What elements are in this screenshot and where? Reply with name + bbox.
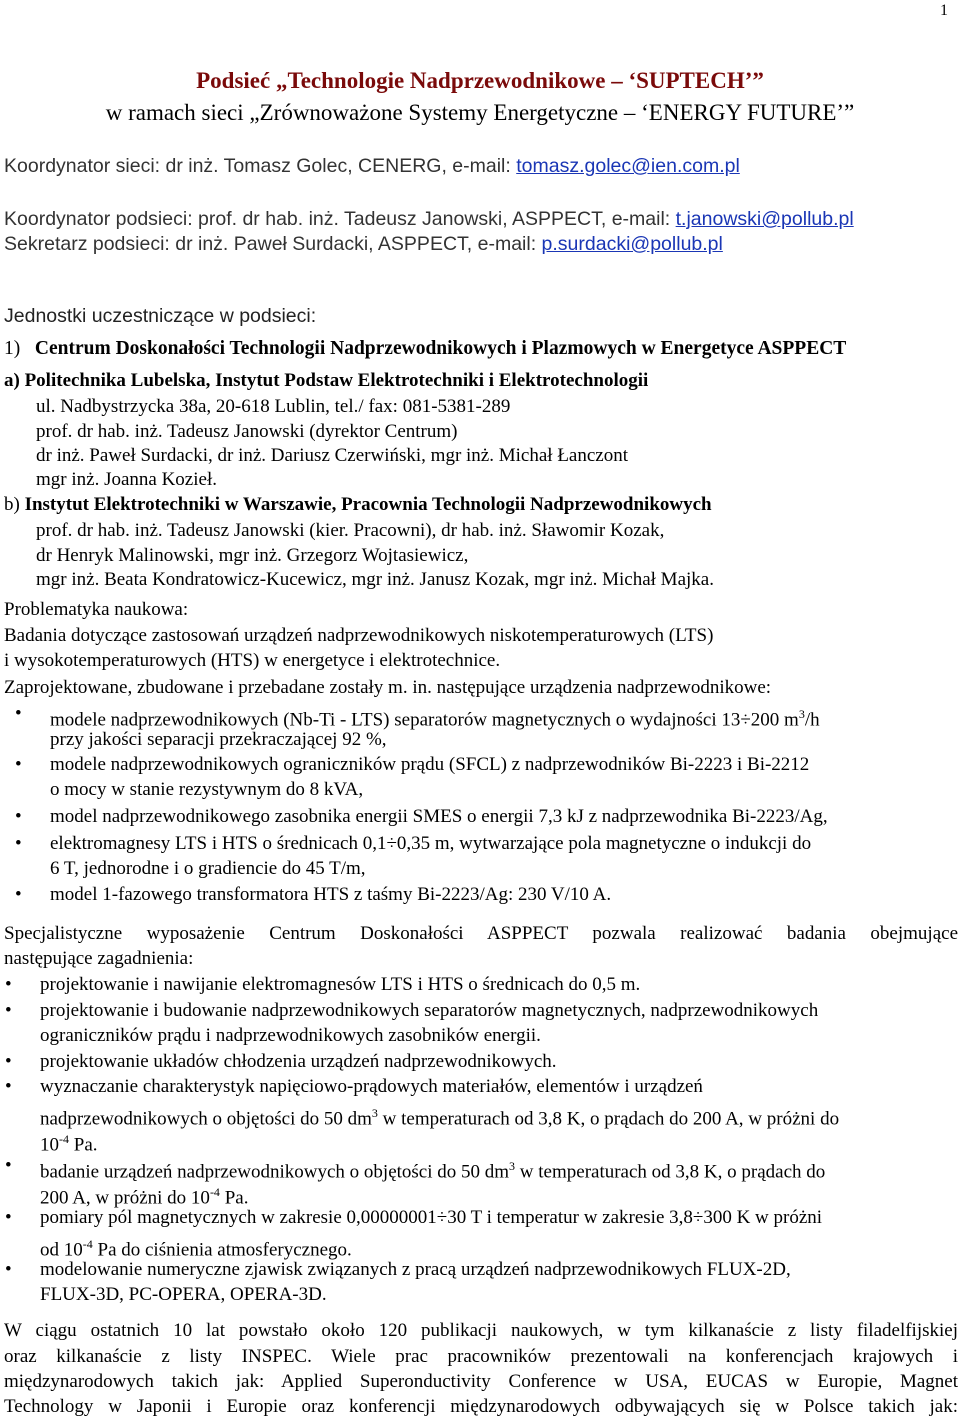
topic-5-text-a: badanie urządzeń nadprzewodnikowych o objętości do 50 dm bbox=[40, 1161, 510, 1183]
problem-text-1: Badania dotyczące zastosowań urządzeń nadprzewodnikowych niskotemperaturowych (LTS) bbox=[4, 625, 714, 646]
topic-4-sup-a: 3 bbox=[371, 1106, 378, 1120]
topic-4-text-b: w temperaturach od 3,8 K, o prądach do 200 A, w próżni do bbox=[377, 1108, 840, 1130]
document-title: Podsieć „Technologie Nadprzewodnikowe – ‘SUPTECH’” bbox=[196, 68, 764, 93]
topic-6-text-b: Pa do ciśnienia atmosferycznego. bbox=[92, 1239, 352, 1261]
device-1-unit: /h bbox=[804, 709, 820, 731]
publications-line-2: oraz kilkanaście z listy INSPEC. Wiele prac pracowników prezentowali na konferencjach krajowych i bbox=[4, 1346, 958, 1367]
unit-a bbox=[4, 368, 648, 394]
topic-5-text-b: w temperaturach od 3,8 K, o prądach do bbox=[515, 1161, 826, 1183]
topic-6-text-a: od 10 bbox=[40, 1239, 83, 1261]
devices-intro: Zaprojektowane, zbudowane i przebadane zostały m. in. następujące urządzenia nadprzewodnikowe: bbox=[4, 677, 772, 698]
units-heading: Jednostki uczestniczące w podsieci: bbox=[4, 305, 317, 327]
topic-item-4-cont bbox=[40, 1100, 839, 1132]
page-number: 1 bbox=[940, 2, 948, 19]
unit-b bbox=[4, 492, 712, 518]
network-coordinator bbox=[4, 155, 740, 178]
topic-item-6: • pomiary pól magnetycznych w zakresie 0,00000001÷30 T i temperatur w zakresie 3,8÷300 K w próżni bbox=[40, 1205, 822, 1231]
secretary-email-link[interactable]: p.surdacki@pollub.pl bbox=[541, 233, 723, 255]
device-item-5: • model 1-fazowego transformatora HTS z taśmy Bi-2223/Ag: 230 V/10 A. bbox=[50, 882, 611, 908]
topic-5-text-c: 200 A, w próżni do 10 bbox=[40, 1187, 210, 1209]
unit-b-staff-1: prof. dr hab. inż. Tadeusz Janowski (kier. Pracowni), dr hab. inż. Sławomir Kozak, bbox=[36, 520, 665, 541]
device-item-3: • model nadprzewodnikowego zasobnika energii SMES o energii 7,3 kJ z nadprzewodnika Bi-2223/Ag, bbox=[50, 804, 828, 830]
network-coordinator-email-link[interactable]: tomasz.golec@ien.com.pl bbox=[516, 155, 740, 177]
unit-a-address: ul. Nadbystrzycka 38a, 20-618 Lublin, tel./ fax: 081-5381-289 bbox=[36, 396, 511, 417]
device-1-text: modele nadprzewodnikowych (Nb-Ti - LTS) separatorów magnetycznych o wydajności 13÷200 m bbox=[50, 709, 799, 731]
subnetwork-coordinator-email-link[interactable]: t.janowski@pollub.pl bbox=[675, 208, 854, 230]
topic-6-sup: -4 bbox=[82, 1237, 93, 1251]
secretary-label: Sekretarz podsieci: dr inż. Paweł Surdacki, ASPPECT, e-mail: bbox=[4, 233, 542, 255]
topic-5-text-d: Pa. bbox=[219, 1187, 249, 1209]
unit-a-name: Politechnika Lubelska, Instytut Podstaw Elektrotechniki i Elektrotechnologii bbox=[24, 370, 649, 391]
topic-4-text-d: Pa. bbox=[69, 1134, 98, 1156]
topic-5-sup-b: -4 bbox=[209, 1185, 220, 1199]
unit-b-staff-2: dr Henryk Malinowski, mgr inż. Grzegorz Wojtasiewicz, bbox=[36, 545, 469, 566]
equipment-text-2: następujące zagadnienia: bbox=[4, 948, 194, 969]
topic-4-sup-b: -4 bbox=[59, 1132, 69, 1146]
unit-b-letter: b) bbox=[4, 494, 20, 515]
topic-4-text-a: nadprzewodnikowych o objętości do 50 dm bbox=[40, 1108, 372, 1130]
unit-a-staff-cont: mgr inż. Joanna Kozieł. bbox=[36, 469, 217, 490]
device-item-2: • modele nadprzewodnikowych ograniczników prądu (SFCL) z nadprzewodników Bi-2223 i Bi-2212 bbox=[50, 752, 809, 778]
publications-line-4: Technology w Japonii i Europie oraz konferencji międzynarodowych odbywających się w Polsce takich jak: bbox=[4, 1396, 958, 1417]
unit-1 bbox=[4, 336, 846, 362]
topic-item-4: • wyznaczanie charakterystyk napięciowo-prądowych materiałów, elementów i urządzeń bbox=[40, 1074, 703, 1100]
topic-item-7-cont: FLUX-3D, PC-OPERA, OPERA-3D. bbox=[40, 1284, 327, 1305]
device-item-4: • elektromagnesy LTS i HTS o średnicach 0,1÷0,35 m, wytwarzające pola magnetyczne o indukcji do bbox=[50, 831, 811, 857]
topic-item-2: • projektowanie i budowanie nadprzewodnikowych separatorów magnetycznych, nadprzewodnikowych bbox=[40, 998, 818, 1024]
device-item-2-cont: o mocy w stanie rezystywnym do 8 kVA, bbox=[50, 779, 364, 800]
unit-1-name: Centrum Doskonałości Technologii Nadprzewodnikowych i Plazmowych w Energetyce ASPPECT bbox=[34, 338, 847, 359]
unit-a-staff: dr inż. Paweł Surdacki, dr inż. Dariusz Czerwiński, mgr inż. Michał Łanczont bbox=[36, 445, 628, 466]
document-subtitle: w ramach sieci „Zrównoważone Systemy Energetyczne – ‘ENERGY FUTURE’” bbox=[105, 100, 855, 125]
topic-item-1: • projektowanie i nawijanie elektromagnesów LTS i HTS o średnicach do 0,5 m. bbox=[40, 972, 640, 998]
device-1-sup: 3 bbox=[798, 707, 805, 721]
device-item-1-cont: przy jakości separacji przekraczającej 92 %, bbox=[50, 729, 387, 750]
equipment-text-1: Specjalistyczne wyposażenie Centrum Doskonałości ASPPECT pozwala realizować badania obejmujące bbox=[4, 923, 958, 944]
unit-b-staff-3: mgr inż. Beata Kondratowicz-Kucewicz, mgr inż. Janusz Kozak, mgr inż. Michał Majka. bbox=[36, 569, 714, 590]
topic-5-sup-a: 3 bbox=[509, 1159, 516, 1173]
unit-a-director: prof. dr hab. inż. Tadeusz Janowski (dyrektor Centrum) bbox=[36, 421, 458, 442]
topic-item-2-cont: ograniczników prądu i nadprzewodnikowych zasobników energii. bbox=[40, 1025, 541, 1046]
topic-4-text-c: 10 bbox=[40, 1134, 59, 1156]
problem-text-2: i wysokotemperaturowych (HTS) w energetyce i elektrotechnice. bbox=[4, 650, 501, 671]
publications-line-3: międzynarodowych takich jak: Applied Superonductivity Conference w USA, EUCAS w Europie, Magnet bbox=[4, 1371, 958, 1392]
subnetwork-coordinator-label: Koordynator podsieci: prof. dr hab. inż. Tadeusz Janowski, ASPPECT, e-mail: bbox=[4, 208, 676, 230]
unit-1-number: 1) bbox=[4, 338, 21, 359]
topic-item-7: • modelowanie numeryczne zjawisk związanych z pracą urządzeń nadprzewodnikowych FLUX-2D, bbox=[40, 1257, 791, 1283]
topic-item-3: • projektowanie układów chłodzenia urządzeń nadprzewodnikowych. bbox=[40, 1049, 557, 1075]
subnetwork-coordinator bbox=[4, 208, 854, 231]
problem-heading: Problematyka naukowa: bbox=[4, 599, 189, 620]
unit-a-letter: a) bbox=[4, 370, 20, 391]
device-item-4-cont: 6 T, jednorodne i o gradiencie do 45 T/m, bbox=[50, 858, 366, 879]
network-coordinator-label: Koordynator sieci: dr inż. Tomasz Golec, CENERG, e-mail: bbox=[4, 155, 517, 177]
unit-b-name: Instytut Elektrotechniki w Warszawie, Pracownia Technologii Nadprzewodnikowych bbox=[24, 494, 712, 515]
subnetwork-secretary bbox=[4, 233, 723, 256]
publications-line-1: W ciągu ostatnich 10 lat powstało około 120 publikacji naukowych, w tym kilkanaście z listy filadelfijskiej bbox=[4, 1320, 958, 1341]
